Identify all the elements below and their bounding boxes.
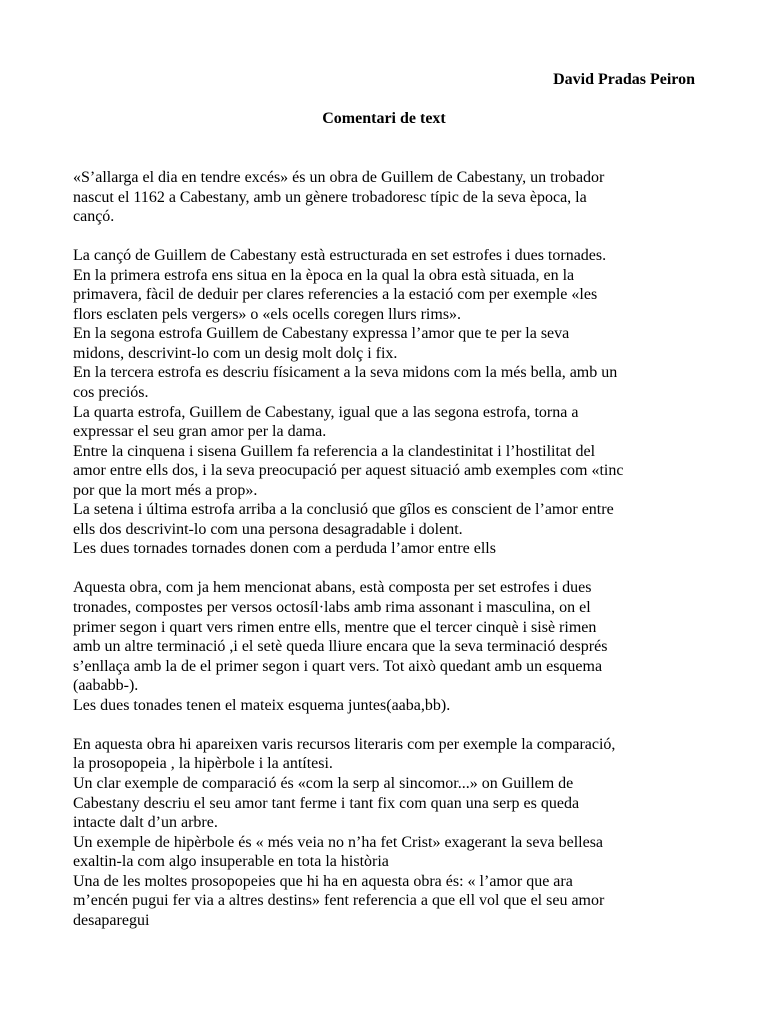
- text-line: La quarta estrofa, Guillem de Cabestany, igual que a las segona estrofa, torna a: [73, 403, 579, 421]
- text-line: Cabestany descriu el seu amor tant ferme i tant fix com quan una serp es queda: [73, 794, 580, 812]
- text-line: La cançó de Guillem de Cabestany està estructurada en set estrofes i dues tornades.: [73, 247, 607, 265]
- paragraph-literary-devices: [73, 735, 696, 930]
- paragraph-structure: [73, 246, 696, 559]
- text-line: exaltin-la com algo insuperable en tota la història: [73, 853, 389, 871]
- text-line: Un clar exemple de comparació és «com la serp al sincomor...» on Guillem de: [73, 774, 574, 792]
- text-line: «S’allarga el dia en tendre excés» és un obra de Guillem de Cabestany, un trobador: [73, 169, 605, 186]
- text-line: Entre la cinquena i sisena Guillem fa referencia a la clandestinitat i l’hostilitat del: [73, 442, 596, 460]
- paragraph-spacer: [73, 559, 696, 579]
- author-name: David Pradas Peiron: [553, 71, 695, 88]
- text-line: En la primera estrofa ens situa en la època en la qual la obra està situada, en la: [73, 266, 575, 284]
- text-line: (aababb-).: [73, 677, 139, 695]
- text-line: Les dues tonades tenen el mateix esquema juntes(aaba,bb).: [73, 696, 451, 714]
- text-line: amor entre ells dos, i la seva preocupació per aquest situació amb exemples com «tinc: [73, 462, 624, 480]
- text-line: desaparegui: [73, 911, 150, 929]
- text-line: primer segon i quart vers rimen entre ells, mentre que el tercer cinquè i sisè rimen: [73, 618, 597, 636]
- text-line: Les dues tornades tornades donen com a perduda l’amor entre ells: [73, 540, 496, 558]
- document-title: Comentari de text: [322, 110, 446, 127]
- paragraph-spacer: [73, 715, 696, 735]
- text-line: m’encén pugui fer via a altres destins» fent referencia a que ell vol que el seu amor: [73, 892, 605, 910]
- text-line: amb un altre terminació ,i el setè queda lliure encara que la seva terminació després: [73, 638, 608, 656]
- text-line: Una de les moltes prosopopeies que hi ha en aquesta obra és: « l’amor que ara: [73, 872, 573, 890]
- text-line: Un exemple de hipèrbole és « més veia no n’ha fet Crist» exagerant la seva bellesa: [73, 833, 604, 851]
- text-line: Aquesta obra, com ja hem mencionat abans, està composta per set estrofes i dues: [73, 579, 592, 597]
- text-line: intacte dalt d’un arbre.: [73, 814, 218, 832]
- text-line: flors esclaten pels vergers» o «els ocells coregen llurs rims».: [73, 305, 462, 323]
- text-line: La setena i última estrofa arriba a la conclusió que gîlos es conscient de l’amor entre: [73, 501, 614, 519]
- text-line: En la segona estrofa Guillem de Cabestany expressa l’amor que te per la seva: [73, 325, 570, 343]
- text-line: s’enllaça amb la de el primer segon i quart vers. Tot això quedant amb un esquema: [73, 657, 603, 675]
- document-body: [73, 168, 696, 930]
- text-line: cançó.: [73, 208, 115, 226]
- text-line: En aquesta obra hi apareixen varis recursos literaris com per exemple la comparació,: [73, 735, 616, 753]
- text-line: En la tercera estrofa es descriu físicament a la seva midons com la més bella, amb un: [73, 364, 618, 382]
- paragraph-spacer: [73, 227, 696, 247]
- text-line: por que la mort més a prop».: [73, 481, 258, 499]
- text-line: la prosopopeia , la hipèrbole i la antítesi.: [73, 755, 333, 773]
- text-line: expressar el seu gran amor per la dama.: [73, 423, 327, 441]
- text-line: ells dos descrivint-lo com una persona desagradable i dolent.: [73, 520, 463, 538]
- text-line: nascut el 1162 a Cabestany, amb un gènere trobadoresc típic de la seva època, la: [73, 188, 587, 206]
- paragraph-introduction: [73, 168, 696, 227]
- text-line: tronades, compostes per versos octosíl·labs amb rima assonant i masculina, on el: [73, 599, 591, 617]
- paragraph-metrics: [73, 578, 696, 715]
- text-line: cos preciós.: [73, 384, 149, 402]
- text-line: midons, descrivint-lo com un desig molt dolç i fix.: [73, 344, 398, 362]
- text-line: primavera, fàcil de deduir per clares referencies a la estació com per exemple «les: [73, 286, 598, 304]
